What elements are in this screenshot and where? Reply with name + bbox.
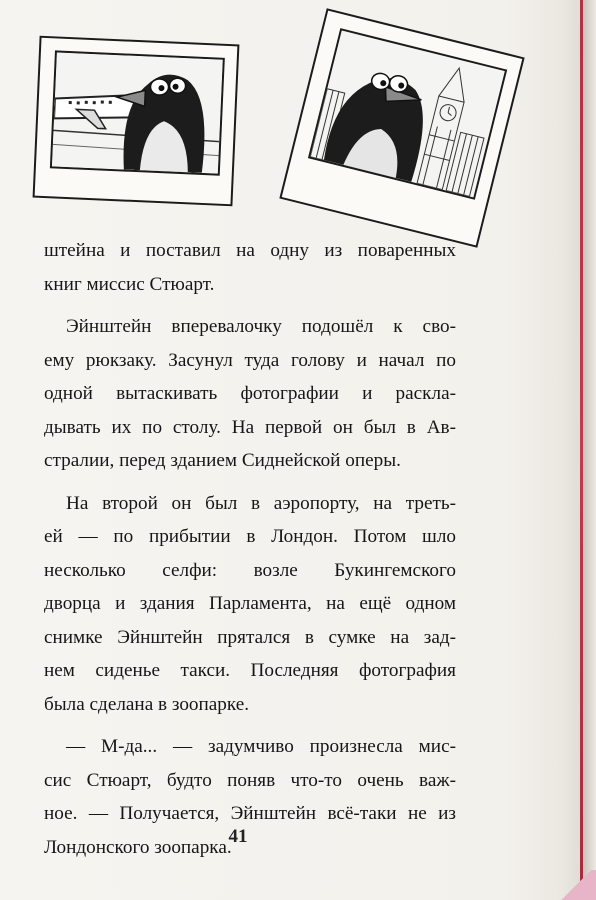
text-line: нем сиденье такси. Последняя фотография: [44, 660, 456, 681]
text-line: стралии, перед зданием Сиднейской оперы.: [44, 450, 401, 471]
penguin-big-ben-illustration: [310, 31, 504, 198]
text-line: дворца и здания Парламента, на ещё одном: [44, 593, 456, 614]
text-line: Эйнштейн вперевалочку подошёл к сво-: [66, 316, 456, 337]
text-line: снимке Эйнштейн прятался в сумке на зад-: [44, 626, 456, 648]
photo-penguin-big-ben: [279, 8, 524, 248]
text-line: была сделана в зоопарке.: [44, 693, 250, 715]
text-line: ему рюкзаку. Засунул туда голову и начал по: [44, 349, 456, 371]
page-edge-shadow: [583, 0, 596, 900]
text-line: книг миссис Стюарт.: [44, 273, 215, 295]
body-text: [44, 234, 456, 864]
text-line: На второй он был в аэропорту, на треть-: [66, 492, 456, 514]
text-line: несколько селфи: возле Букингемского: [44, 559, 456, 581]
page-corner-mark: [556, 870, 596, 900]
paragraph-2: [44, 310, 456, 478]
text-line: ное. — Получается, Эйнштейн всё-таки не из: [44, 803, 456, 824]
text-line: Лондонского зоопарка.: [44, 836, 232, 858]
photo-penguin-airplane-image: [50, 50, 225, 175]
text-line: — М-да... — задумчиво произнесла мис-: [66, 736, 456, 757]
page-number: 41: [228, 826, 248, 847]
photo-penguin-airplane: [33, 36, 240, 207]
photo-penguin-big-ben-image: [308, 28, 507, 200]
paragraph-3: [44, 487, 456, 722]
page-edge-red-stripe: [580, 0, 583, 900]
text-line: дывать их по столу. На первой он был в Ав-: [44, 416, 456, 438]
paragraph-1: [44, 234, 456, 301]
text-line: ей — по прибытии в Лондон. Потом шло: [44, 526, 456, 547]
text-line: сис Стюарт, будто поняв что-то очень важ-: [44, 769, 456, 791]
text-line: одной вытаскивать фотографии и раскла-: [44, 383, 456, 404]
penguin-airplane-illustration: [52, 52, 223, 173]
text-line: штейна и поставил на одну из поваренных: [44, 240, 456, 261]
